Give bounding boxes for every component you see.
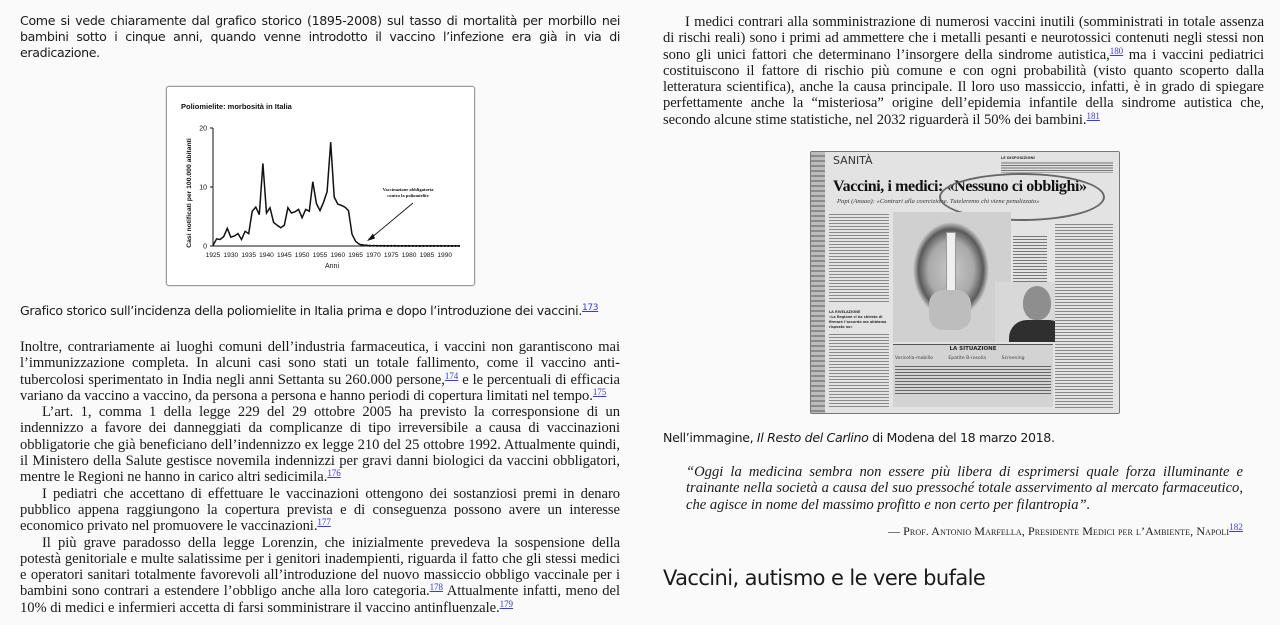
news-headline: Vaccini, i medici: «Nessuno ci obblighi» — [833, 178, 1087, 195]
news-sidebar-kicker: LA RIVELAZIONE — [829, 310, 861, 314]
svg-text:1970: 1970 — [366, 252, 381, 259]
polio-chart-figure — [166, 86, 475, 286]
news-box-col-2: Epatite B-rosolia — [948, 356, 987, 361]
news-box-title: LA SITUAZIONE — [949, 346, 997, 352]
paragraph-1: Inoltre, contrariamente ai luoghi comuni dell’industria farmaceutica, i vaccini non garantiscono mai l’immunizzazione completa. In alcuni casi sono stati un totale fallimento, come il vaccino anti-tubercolosi sperimentato in India negli anni Settanta su 260.000 persone,$^{174}$ e le percentuali di efficacia variano da vaccino a vaccino, da persona a persona e hanno periodi di copertura limitati nel tempo.$^{175}$ — [20, 339, 620, 404]
news-situation-box — [893, 344, 1053, 407]
svg-text:1990: 1990 — [437, 252, 453, 259]
svg-text:0: 0 — [203, 243, 207, 251]
footnote-link-180[interactable]: 180 — [1109, 45, 1124, 56]
footnote-link-177[interactable]: 177 — [317, 517, 331, 528]
annotation-line-2: contro la poliomielite — [387, 193, 429, 198]
blockquote — [686, 464, 1243, 539]
footnote-link-173[interactable]: 173 — [581, 303, 599, 313]
footnote-link-182[interactable]: 182 — [1229, 521, 1243, 532]
paragraph-autism: I medici contrari alla somministrazione di numerosi vaccini inutili (somministrati in totale assenza di rischi reali) sono i primi ad ammettere che i metalli pesanti e neurotossici contenuti negli stessi non sono gli unici fattori che determinano l’insorgere della sindrome autistica,$^{180}$ ma i vaccini pediatrici costituiscono il fattore di rischio più comune e con ogni probabilità (visto quanto scoperto dalla letteratura scientifica), anche la causa principale. Il loro uso massiccio, infatti, è in grado di spiegare perfettamente anche la “misteriosa” origine dell’epidemia infantile della sindrome autistica che, secondo alcune stime statistiche, nel 2032 riguarderà il 50% dei bambini.$^{181}$ — [663, 14, 1264, 128]
svg-text:1945: 1945 — [276, 252, 292, 259]
annotation-arrowhead-icon — [367, 234, 375, 242]
chart-y-axis-label: Casi notificati per 100.000 abitanti — [186, 138, 193, 248]
page-edge-strip — [811, 152, 825, 413]
svg-text:1925: 1925 — [205, 252, 221, 259]
news-section-label: SANITÀ — [833, 154, 873, 167]
news-subheadline: Papi (Anaao): «Contrari alla coercizione. Tuteleremo chi viene penalizzato» — [837, 198, 1040, 205]
footnote-link-174[interactable]: 174 — [444, 370, 459, 381]
intro-paragraph: Come si vede chiaramente dal grafico storico (1895-2008) sul tasso di mortalità per morbillo nei bambini sotto i cinque anni, quando venne introdotto il vaccino l’infezione era già in via di eradicazione. — [20, 13, 620, 60]
svg-text:1965: 1965 — [348, 252, 363, 259]
section-heading: Vaccini, autismo e le vere bufale — [663, 566, 986, 590]
svg-text:10: 10 — [199, 184, 207, 192]
svg-text:1950: 1950 — [294, 252, 310, 259]
footnote-link-181[interactable]: 181 — [1086, 110, 1100, 121]
svg-text:1985: 1985 — [419, 252, 435, 259]
body-text-left — [20, 339, 620, 616]
chart-annotation — [367, 187, 434, 241]
svg-text:20: 20 — [199, 125, 207, 133]
news-box-col-3: Screening — [1001, 356, 1025, 361]
quote-text: “Oggi la medicina sembra non essere più libera di esprimersi quale forza illuminante e trainante nella società a causa del suo pressoché totale asservimento al mercato farmaceutico, che agisce in nome del massimo profitto e non certo per filantropia”. — [686, 464, 1243, 513]
svg-text:1930: 1930 — [223, 252, 239, 259]
annotation-arrow-icon — [371, 203, 413, 238]
chart-caption: Grafico storico sull’incidenza della poliomielite in Italia prima e dopo l’introduzione dei vaccini.$^{173}$ — [20, 303, 599, 318]
image-caption: Nell’immagine, Il Resto del Carlino di Modena del 18 marzo 2018. — [663, 430, 1055, 445]
news-box-col-1: Varicella-mobillo — [895, 356, 933, 361]
footnote-link-176[interactable]: 176 — [327, 468, 341, 479]
chart-x-axis-label: Anni — [324, 263, 340, 270]
newspaper-clipping-image — [810, 151, 1120, 414]
news-sidebar-text: «La Regione ci ha chiesto di firmare l’accordo ma abbiamo risposto no» — [829, 315, 887, 329]
footnote-link-175[interactable]: 175 — [592, 386, 607, 397]
polio-line-chart — [167, 87, 474, 285]
paragraph-2: L’art. 1, comma 1 della legge 229 del 29 ottobre 2005 ha previsto la corresponsione di un indennizzo a favore dei danneggiati da complicanze di tipo irreversibile a causa di vaccinazioni obbligatorie che già beneficiano dell’indennizzo ex legge 210 del 25 ottobre 1992. Attualmente quindi, il Ministero della Salute gestisce novemila indennizzi per gravi danni biologici da vaccini obbligatori, mentre le Regioni ne hanno in carico altri sedicimila.$^{176}$ — [20, 404, 620, 486]
svg-text:1960: 1960 — [330, 252, 346, 259]
annotation-line-1: Vaccinazione obbligatoria — [382, 187, 434, 192]
svg-text:1940: 1940 — [259, 252, 274, 259]
news-kicker: LE DISPOSIZIONI — [1001, 156, 1035, 160]
svg-text:1975: 1975 — [383, 252, 399, 259]
svg-text:1935: 1935 — [241, 252, 256, 259]
quote-attribution: — Prof. Antonio Marfella, Presidente Medici per l’Ambiente, Napoli$^{182}$ — [887, 521, 1243, 538]
paragraph-4: Il più grave paradosso della legge Lorenzin, che inizialmente prevedeva la sospensione della potestà genitoriale e multe salatissime per i genitori inadempienti, riguarda il fatto che gli stessi medici e operatori sanitari totalmente favorevoli all’introduzione del nuovo massiccio obbligo vaccinale per i bambini sono contrari a estendere l’obbligo anche alla loro categoria.$^{178}$ Attualmente infatti, meno del 10% di medici e infermieri accetta di farsi somministrare il vaccino antinfluenzale.$^{179}$ — [20, 534, 620, 616]
svg-text:1980: 1980 — [401, 252, 417, 259]
chart-title: Poliomielite: morbosità in Italia — [181, 102, 292, 111]
body-text-right — [663, 14, 1264, 128]
footnote-link-179[interactable]: 179 — [499, 598, 513, 609]
newspaper-name: Il Resto del Carlino — [756, 430, 869, 445]
footnote-link-178[interactable]: 178 — [429, 582, 443, 593]
paragraph-3: I pediatri che accettano di effettuare le vaccinazioni ottengono dei sostanziosi premi in denaro pubblico appena raggiungono la copertura prevista e di conseguenza possono avere un interesse economico privato nel promuovere le vaccinazioni.$^{177}$ — [20, 485, 620, 535]
svg-text:1955: 1955 — [312, 252, 328, 259]
photo-woman-with-syringe — [893, 212, 1011, 342]
news-text-column — [829, 212, 889, 304]
